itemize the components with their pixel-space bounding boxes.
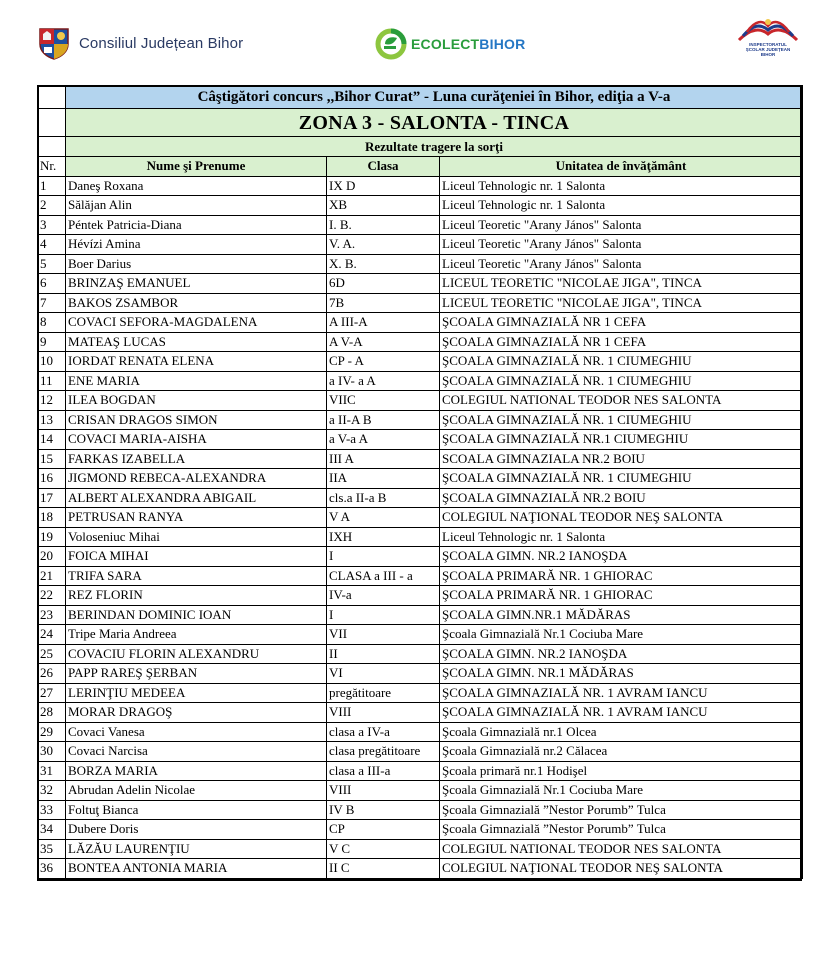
table-row bbox=[38, 215, 803, 235]
table-row bbox=[38, 254, 803, 274]
student-class: 7B bbox=[327, 293, 440, 313]
student-name: IORDAT RENATA ELENA bbox=[66, 352, 327, 372]
student-class: VIII bbox=[327, 703, 440, 723]
row-number: 7 bbox=[38, 293, 66, 313]
student-name: Péntek Patricia-Diana bbox=[66, 215, 327, 235]
student-class: I bbox=[327, 605, 440, 625]
school-name: ŞCOALA GIMN. NR.1 MĂDĂRAS bbox=[440, 664, 803, 684]
school-name: Liceul Tehnologic nr. 1 Salonta bbox=[440, 527, 803, 547]
school-name: COLEGIUL NATIONAL TEODOR NES SALONTA bbox=[440, 391, 803, 411]
subtitle-row bbox=[38, 137, 803, 157]
row-number: 27 bbox=[38, 683, 66, 703]
table-row bbox=[38, 352, 803, 372]
student-class: clasa pregătitoare bbox=[327, 742, 440, 762]
student-class: CP - A bbox=[327, 352, 440, 372]
school-name: ŞCOALA GIMNAZIALĂ NR. 1 CIUMEGHIU bbox=[440, 410, 803, 430]
student-name: Boer Darius bbox=[66, 254, 327, 274]
school-name: Şcoala Gimnazială Nr.1 Cociuba Mare bbox=[440, 781, 803, 801]
table-row bbox=[38, 449, 803, 469]
student-class: X. B. bbox=[327, 254, 440, 274]
school-name: Şcoala Gimnazială ”Nestor Porumb” Tulca bbox=[440, 800, 803, 820]
student-name: COVACI SEFORA-MAGDALENA bbox=[66, 313, 327, 333]
student-class: a V-a A bbox=[327, 430, 440, 450]
row-number: 3 bbox=[38, 215, 66, 235]
row-number: 31 bbox=[38, 761, 66, 781]
book-icon bbox=[733, 14, 803, 44]
row-number: 19 bbox=[38, 527, 66, 547]
row-number: 5 bbox=[38, 254, 66, 274]
table-row bbox=[38, 293, 803, 313]
student-name: Voloseniuc Mihai bbox=[66, 527, 327, 547]
school-name: ŞCOALA GIMNAZIALĂ NR. 1 AVRAM IANCU bbox=[440, 703, 803, 723]
student-class: A V-A bbox=[327, 332, 440, 352]
school-name: ŞCOALA GIMNAZIALĂ NR 1 CEFA bbox=[440, 313, 803, 333]
blank-cell bbox=[38, 86, 66, 109]
isj-logo bbox=[733, 14, 803, 64]
student-name: FARKAS IZABELLA bbox=[66, 449, 327, 469]
student-class: IX D bbox=[327, 176, 440, 196]
student-class: clasa a III-a bbox=[327, 761, 440, 781]
school-name: ŞCOALA GIMN.NR.1 MĂDĂRAS bbox=[440, 605, 803, 625]
student-class: 6D bbox=[327, 274, 440, 294]
school-name: ŞCOALA GIMNAZIALĂ NR. 1 AVRAM IANCU bbox=[440, 683, 803, 703]
school-name: ŞCOALA PRIMARĂ NR. 1 GHIORAC bbox=[440, 586, 803, 606]
student-class: a II-A B bbox=[327, 410, 440, 430]
column-header-nr: Nr. bbox=[38, 157, 66, 177]
school-name: Liceul Tehnologic nr. 1 Salonta bbox=[440, 176, 803, 196]
student-class: IV B bbox=[327, 800, 440, 820]
student-name: JIGMOND REBECA-ALEXANDRA bbox=[66, 469, 327, 489]
title-row bbox=[38, 86, 803, 109]
isj-line-1: INSPECTORATUL bbox=[749, 42, 787, 47]
school-name: ŞCOALA GIMNAZIALĂ NR 1 CEFA bbox=[440, 332, 803, 352]
table-row bbox=[38, 469, 803, 489]
school-name: COLEGIUL NAŢIONAL TEODOR NEŞ SALONTA bbox=[440, 859, 803, 879]
row-number: 32 bbox=[38, 781, 66, 801]
student-class: A III-A bbox=[327, 313, 440, 333]
table-row bbox=[38, 742, 803, 762]
row-number: 1 bbox=[38, 176, 66, 196]
ecolect-logo bbox=[375, 28, 525, 60]
student-class: II C bbox=[327, 859, 440, 879]
school-name: COLEGIUL NAŢIONAL TEODOR NEŞ SALONTA bbox=[440, 508, 803, 528]
row-number: 26 bbox=[38, 664, 66, 684]
row-number: 29 bbox=[38, 722, 66, 742]
table-row bbox=[38, 332, 803, 352]
table-row bbox=[38, 371, 803, 391]
results-table bbox=[37, 85, 803, 879]
student-name: LERINŢIU MEDEEA bbox=[66, 683, 327, 703]
school-name: Şcoala Gimnazială nr.2 Călacea bbox=[440, 742, 803, 762]
coat-of-arms-icon bbox=[37, 26, 71, 60]
student-name: BORZA MARIA bbox=[66, 761, 327, 781]
student-name: PAPP RAREŞ ŞERBAN bbox=[66, 664, 327, 684]
table-row bbox=[38, 488, 803, 508]
table-row bbox=[38, 722, 803, 742]
student-name: Abrudan Adelin Nicolae bbox=[66, 781, 327, 801]
school-name: LICEUL TEORETIC "NICOLAE JIGA", TINCA bbox=[440, 274, 803, 294]
ecolect-brand-main: ECOLECT bbox=[411, 36, 480, 52]
table-title: Câştigători concurs ,,Bihor Curat” - Luna curăţeniei în Bihor, ediţia a V-a bbox=[66, 86, 803, 109]
school-name: ŞCOALA GIMNAZIALĂ NR. 1 CIUMEGHIU bbox=[440, 352, 803, 372]
school-name: SCOALA GIMNAZIALA NR.2 BOIU bbox=[440, 449, 803, 469]
table-row bbox=[38, 391, 803, 411]
student-name: PETRUSAN RANYA bbox=[66, 508, 327, 528]
column-header-name: Nume şi Prenume bbox=[66, 157, 327, 177]
row-number: 36 bbox=[38, 859, 66, 879]
row-number: 16 bbox=[38, 469, 66, 489]
student-name: Hévízi Amina bbox=[66, 235, 327, 255]
school-name: Şcoala Gimnazială ”Nestor Porumb” Tulca bbox=[440, 820, 803, 840]
student-class: V A bbox=[327, 508, 440, 528]
student-class: I bbox=[327, 547, 440, 567]
student-name: Sălăjan Alin bbox=[66, 196, 327, 216]
student-name: REZ FLORIN bbox=[66, 586, 327, 606]
student-name: Covaci Vanesa bbox=[66, 722, 327, 742]
table-row bbox=[38, 547, 803, 567]
student-name: COVACIU FLORIN ALEXANDRU bbox=[66, 644, 327, 664]
school-name: LICEUL TEORETIC "NICOLAE JIGA", TINCA bbox=[440, 293, 803, 313]
table-row bbox=[38, 683, 803, 703]
student-name: Covaci Narcisa bbox=[66, 742, 327, 762]
row-number: 10 bbox=[38, 352, 66, 372]
results-subtitle: Rezultate tragere la sorţi bbox=[66, 137, 803, 157]
row-number: 20 bbox=[38, 547, 66, 567]
column-header-school: Unitatea de învăţământ bbox=[440, 157, 803, 177]
student-name: BERINDAN DOMINIC IOAN bbox=[66, 605, 327, 625]
row-number: 30 bbox=[38, 742, 66, 762]
row-number: 17 bbox=[38, 488, 66, 508]
row-number: 8 bbox=[38, 313, 66, 333]
student-name: MATEAŞ LUCAS bbox=[66, 332, 327, 352]
student-name: LĂZĂU LAURENŢIU bbox=[66, 839, 327, 859]
row-number: 4 bbox=[38, 235, 66, 255]
table-row bbox=[38, 781, 803, 801]
column-header-class: Clasa bbox=[327, 157, 440, 177]
student-class: XB bbox=[327, 196, 440, 216]
school-name: ŞCOALA GIMNAZIALĂ NR.2 BOIU bbox=[440, 488, 803, 508]
table-row bbox=[38, 410, 803, 430]
row-number: 24 bbox=[38, 625, 66, 645]
student-name: Daneş Roxana bbox=[66, 176, 327, 196]
row-number: 6 bbox=[38, 274, 66, 294]
table-row bbox=[38, 430, 803, 450]
student-name: ENE MARIA bbox=[66, 371, 327, 391]
isj-line-3: BIHOR bbox=[760, 52, 776, 57]
student-class: VIIC bbox=[327, 391, 440, 411]
student-name: Dubere Doris bbox=[66, 820, 327, 840]
ecolect-brand-second: BIHOR bbox=[479, 36, 526, 52]
row-number: 14 bbox=[38, 430, 66, 450]
school-name: ŞCOALA PRIMARĂ NR. 1 GHIORAC bbox=[440, 566, 803, 586]
school-name: ŞCOALA GIMN. NR.2 IANOŞDA bbox=[440, 644, 803, 664]
table-row bbox=[38, 313, 803, 333]
student-name: BONTEA ANTONIA MARIA bbox=[66, 859, 327, 879]
student-class: I. B. bbox=[327, 215, 440, 235]
row-number: 11 bbox=[38, 371, 66, 391]
isj-line-2: ȘCOLAR JUDEȚEAN bbox=[745, 47, 791, 52]
student-class: III A bbox=[327, 449, 440, 469]
row-number: 33 bbox=[38, 800, 66, 820]
blank-cell bbox=[38, 137, 66, 157]
student-class: VII bbox=[327, 625, 440, 645]
row-number: 2 bbox=[38, 196, 66, 216]
school-name: Şcoala Gimnazială nr.1 Olcea bbox=[440, 722, 803, 742]
school-name: ŞCOALA GIMNAZIALĂ NR. 1 CIUMEGHIU bbox=[440, 469, 803, 489]
student-name: MORAR DRAGOŞ bbox=[66, 703, 327, 723]
student-class: IXH bbox=[327, 527, 440, 547]
student-class: cls.a II-a B bbox=[327, 488, 440, 508]
student-class: VI bbox=[327, 664, 440, 684]
student-class: CLASA a III - a bbox=[327, 566, 440, 586]
row-number: 28 bbox=[38, 703, 66, 723]
student-name: COVACI MARIA-AISHA bbox=[66, 430, 327, 450]
table-row bbox=[38, 196, 803, 216]
school-name: ŞCOALA GIMNAZIALĂ NR.1 CIUMEGHIU bbox=[440, 430, 803, 450]
zone-title: ZONA 3 - SALONTA - TINCA bbox=[66, 109, 803, 137]
row-number: 15 bbox=[38, 449, 66, 469]
student-class: V. A. bbox=[327, 235, 440, 255]
student-class: V C bbox=[327, 839, 440, 859]
school-name: ŞCOALA GIMNAZIALĂ NR. 1 CIUMEGHIU bbox=[440, 371, 803, 391]
student-name: BAKOS ZSAMBOR bbox=[66, 293, 327, 313]
row-number: 21 bbox=[38, 566, 66, 586]
school-name: Şcoala Gimnazială Nr.1 Cociuba Mare bbox=[440, 625, 803, 645]
table-row bbox=[38, 605, 803, 625]
table-row bbox=[38, 176, 803, 196]
student-class: a IV- a A bbox=[327, 371, 440, 391]
student-class: pregătitoare bbox=[327, 683, 440, 703]
student-name: TRIFA SARA bbox=[66, 566, 327, 586]
ecolect-leaf-icon bbox=[375, 28, 407, 60]
table-row bbox=[38, 644, 803, 664]
student-class: IV-a bbox=[327, 586, 440, 606]
student-class: VIII bbox=[327, 781, 440, 801]
row-number: 22 bbox=[38, 586, 66, 606]
table-row bbox=[38, 859, 803, 879]
row-number: 25 bbox=[38, 644, 66, 664]
row-number: 35 bbox=[38, 839, 66, 859]
table-row bbox=[38, 703, 803, 723]
student-class: IIA bbox=[327, 469, 440, 489]
ecolect-brand bbox=[411, 36, 525, 52]
student-name: ALBERT ALEXANDRA ABIGAIL bbox=[66, 488, 327, 508]
header-logos bbox=[0, 0, 830, 80]
row-number: 18 bbox=[38, 508, 66, 528]
school-name: Liceul Teoretic "Arany János" Salonta bbox=[440, 235, 803, 255]
zone-row bbox=[38, 109, 803, 137]
row-number: 13 bbox=[38, 410, 66, 430]
school-name: Liceul Teoretic "Arany János" Salonta bbox=[440, 254, 803, 274]
student-class: clasa a IV-a bbox=[327, 722, 440, 742]
table-row bbox=[38, 820, 803, 840]
table-row bbox=[38, 527, 803, 547]
column-header-row bbox=[38, 157, 803, 177]
school-name: ŞCOALA GIMN. NR.2 IANOŞDA bbox=[440, 547, 803, 567]
table-row bbox=[38, 664, 803, 684]
blank-cell bbox=[38, 109, 66, 137]
table-row bbox=[38, 566, 803, 586]
row-number: 34 bbox=[38, 820, 66, 840]
table-row bbox=[38, 274, 803, 294]
student-name: ILEA BOGDAN bbox=[66, 391, 327, 411]
student-name: Tripe Maria Andreea bbox=[66, 625, 327, 645]
table-row bbox=[38, 800, 803, 820]
row-number: 23 bbox=[38, 605, 66, 625]
student-name: CRISAN DRAGOS SIMON bbox=[66, 410, 327, 430]
table-row bbox=[38, 586, 803, 606]
row-number: 12 bbox=[38, 391, 66, 411]
isj-name bbox=[733, 42, 803, 57]
student-class: II bbox=[327, 644, 440, 664]
student-name: FOICA MIHAI bbox=[66, 547, 327, 567]
student-name: BRINZAŞ EMANUEL bbox=[66, 274, 327, 294]
school-name: COLEGIUL NATIONAL TEODOR NES SALONTA bbox=[440, 839, 803, 859]
row-number: 9 bbox=[38, 332, 66, 352]
council-name: Consiliul Județean Bihor bbox=[79, 34, 244, 52]
council-logo bbox=[37, 26, 243, 60]
school-name: Liceul Tehnologic nr. 1 Salonta bbox=[440, 196, 803, 216]
table-row bbox=[38, 235, 803, 255]
table-row bbox=[38, 508, 803, 528]
table-row bbox=[38, 625, 803, 645]
school-name: Liceul Teoretic "Arany János" Salonta bbox=[440, 215, 803, 235]
student-name: Foltuţ Bianca bbox=[66, 800, 327, 820]
table-row bbox=[38, 761, 803, 781]
school-name: Şcoala primară nr.1 Hodişel bbox=[440, 761, 803, 781]
student-class: CP bbox=[327, 820, 440, 840]
table-row bbox=[38, 839, 803, 859]
